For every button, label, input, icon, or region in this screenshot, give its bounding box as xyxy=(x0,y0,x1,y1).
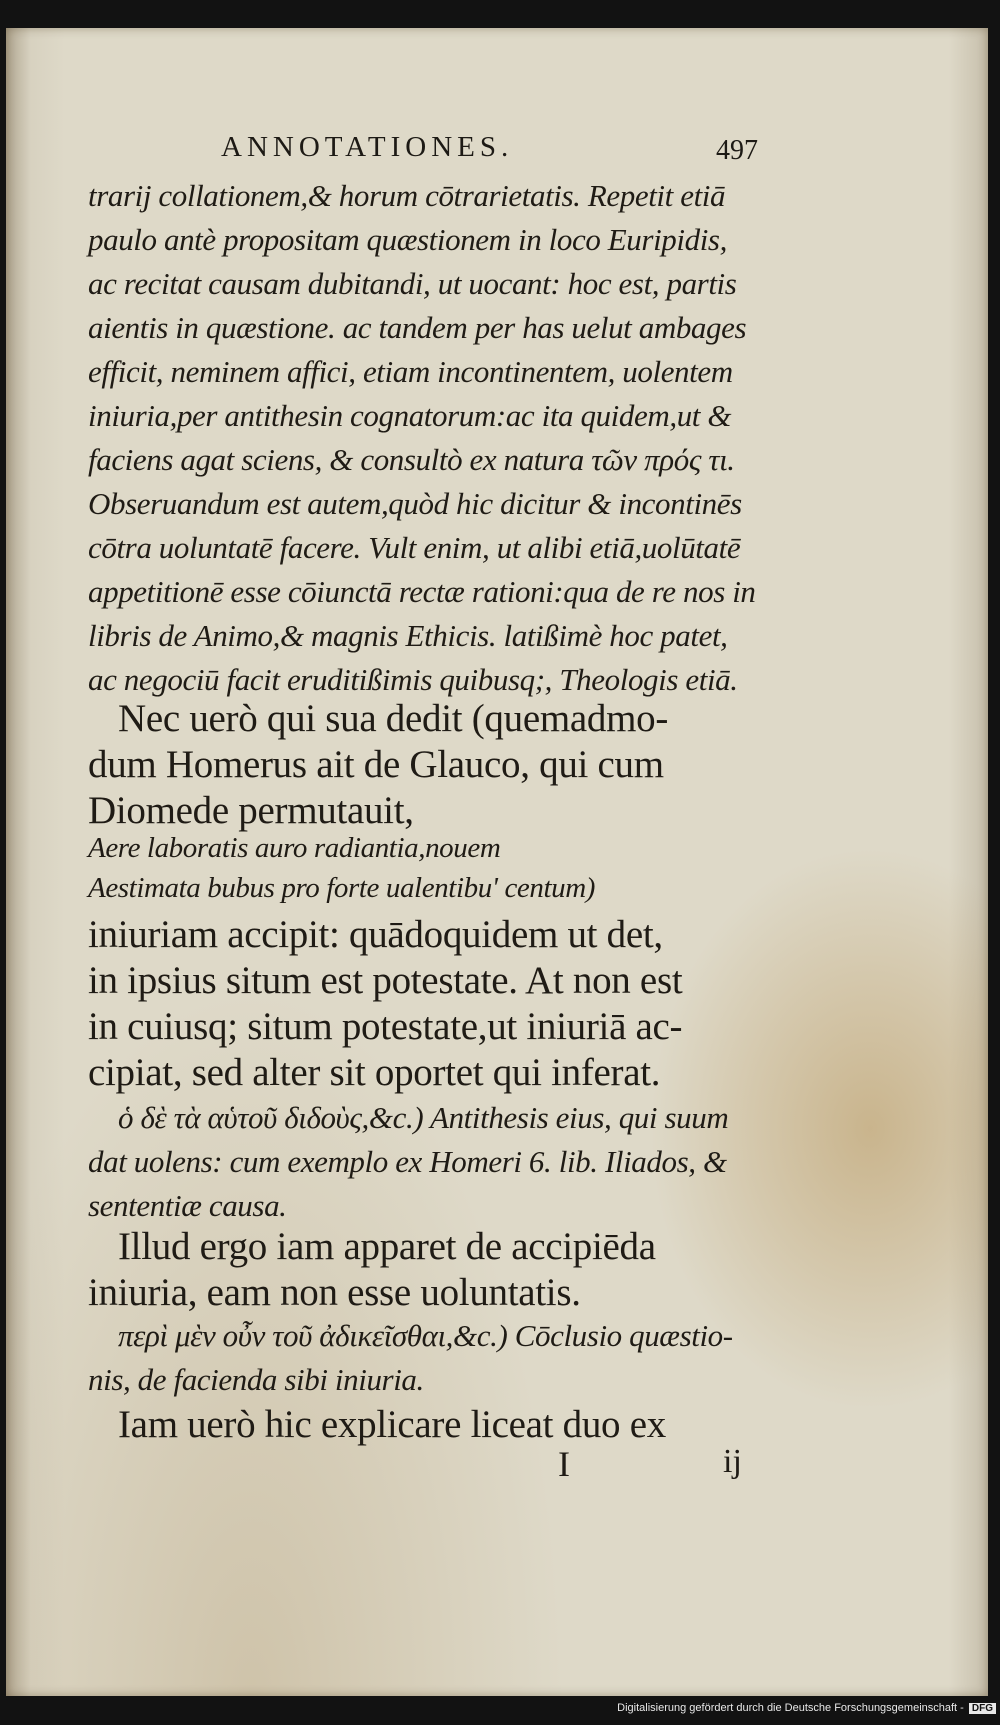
text-line: Diomede permutauit, xyxy=(88,789,414,832)
commentary-line: cōtra uoluntatē facere. Vult enim, ut alibi etiā,uolūtatē xyxy=(88,530,741,565)
credit-text: Digitalisierung gefördert durch die Deutsche Forschungsgemeinschaft - xyxy=(617,1702,964,1714)
dfg-logo: DFG xyxy=(969,1703,996,1714)
commentary-line: περὶ μὲν οὖν τοῦ ἀδικεῖσθαι,&c.) Cōclusio quæstio- xyxy=(118,1318,733,1353)
text-line: iniuriam accipit: quādoquidem ut det, xyxy=(88,913,663,956)
verse-line: Aestimata bubus pro forte ualentibu' centum) xyxy=(88,872,596,904)
text-line: in cuiusq; situm potestate,ut iniuriā ac- xyxy=(88,1005,683,1048)
book-page xyxy=(6,28,988,1696)
text-line: dum Homerus ait de Glauco, qui cum xyxy=(88,743,664,786)
commentary-line: iniuria,per antithesin cognatorum:ac ita quidem,ut & xyxy=(88,398,732,433)
text-line: cipiat, sed alter sit oportet qui inferat. xyxy=(88,1051,661,1094)
commentary-line: Obseruandum est autem,quòd hic dicitur & incontinēs xyxy=(88,486,742,521)
commentary-line: libris de Animo,& magnis Ethicis. latißimè hoc patet, xyxy=(88,618,728,653)
commentary-line: nis, de facienda sibi iniuria. xyxy=(88,1362,424,1397)
page-number: 497 xyxy=(716,135,758,166)
commentary-line: aientis in quæstione. ac tandem per has uelut ambages xyxy=(88,310,747,345)
commentary-line: ac recitat causam dubitandi, ut uocant: hoc est, partis xyxy=(88,266,737,301)
commentary-line: ac negociū facit eruditißimis quibusq;, Theologis etiā. xyxy=(88,662,738,697)
running-head: ANNOTATIONES. xyxy=(221,131,514,163)
text-line: Illud ergo iam apparet de accipiēda xyxy=(118,1225,656,1268)
commentary-line: faciens agat sciens, & consultò ex natura τῶν πρός τι. xyxy=(88,442,735,477)
text-line: Iam uerò hic explicare liceat duo ex xyxy=(118,1403,666,1446)
commentary-line: appetitionē esse cōiunctā rectæ rationi:qua de re nos in xyxy=(88,574,756,609)
commentary-line: sententiæ causa. xyxy=(88,1188,287,1223)
signature-number: ij xyxy=(723,1443,742,1480)
commentary-line: paulo antè propositam quæstionem in loco Euripidis, xyxy=(88,222,727,257)
commentary-line: trarij collationem,& horum cōtrarietatis. Repetit etiā xyxy=(88,178,726,213)
signature-mark: I xyxy=(558,1444,570,1484)
verse-line: Aere laboratis auro radiantia,nouem xyxy=(88,832,501,864)
text-line: in ipsius situm est potestate. At non est xyxy=(88,959,683,1002)
text-line: Nec uerò qui sua dedit (quemadmo- xyxy=(118,697,669,740)
digitization-credit xyxy=(0,1702,996,1714)
commentary-line: efficit, neminem affici, etiam incontinentem, uolentem xyxy=(88,354,733,389)
text-line: iniuria, eam non esse uoluntatis. xyxy=(88,1271,581,1314)
commentary-line: dat uolens: cum exemplo ex Homeri 6. lib. Iliados, & xyxy=(88,1144,727,1179)
commentary-line: ὁ δὲ τὰ αὑτοῦ διδοὺς,&c.) Antithesis eius, qui suum xyxy=(118,1100,729,1135)
